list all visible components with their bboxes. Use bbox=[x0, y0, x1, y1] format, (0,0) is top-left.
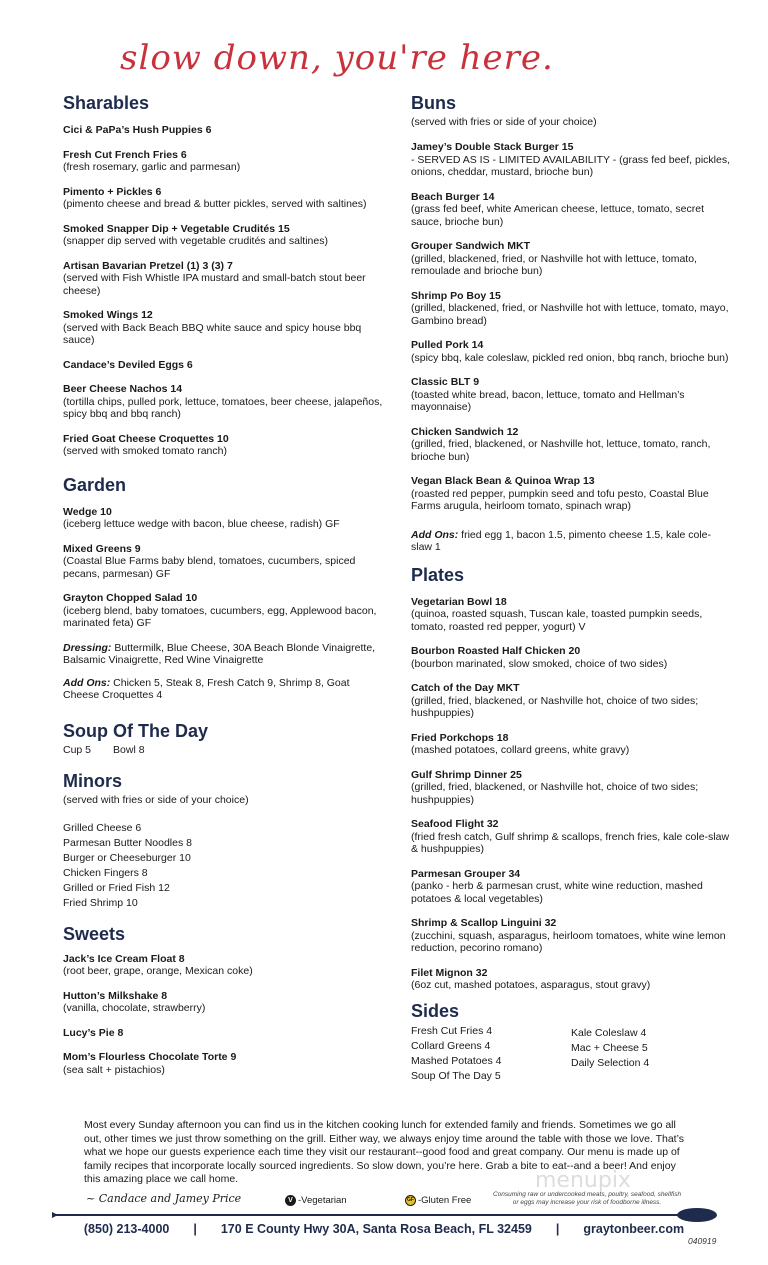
menu-item-description: (panko - herb & parmesan crust, white wine reduction, mashed potatoes & local vegetables) bbox=[411, 880, 703, 905]
sharables-title: Sharables bbox=[63, 93, 150, 113]
minors-item: Parmesan Butter Noodles 8 bbox=[63, 836, 192, 849]
paddle-divider-icon bbox=[52, 1207, 717, 1223]
menu-item-description: (grilled, fried, blackened, or Nashville hot, choice of two sides; hushpuppies) bbox=[411, 694, 699, 719]
menu-item-name: Grouper Sandwich MKT bbox=[411, 240, 531, 252]
menu-item bbox=[411, 917, 731, 955]
dressing-note bbox=[63, 642, 383, 667]
menu-item-description: (quinoa, roasted squash, Tuscan kale, toasted pumpkin seeds, tomato, roasted red pepper, yogurt) V bbox=[411, 608, 703, 633]
menu-item bbox=[411, 339, 731, 364]
contact-bar bbox=[0, 1222, 768, 1236]
menu-item bbox=[411, 290, 731, 328]
menu-item-name: Filet Mignon 32 bbox=[411, 966, 488, 979]
minors-item: Grilled or Fried Fish 12 bbox=[63, 881, 170, 894]
buns-title: Buns bbox=[411, 93, 456, 113]
menu-item bbox=[63, 990, 383, 1015]
phone-link[interactable]: (850) 213-4000 bbox=[83, 1222, 170, 1236]
menu-item-name: Chicken Sandwich 12 bbox=[411, 425, 519, 438]
menu-item-description: (grilled, fried, blackened, or Nashville hot, lettuce, tomato, ranch, brioche bun) bbox=[411, 438, 711, 463]
soup-prices bbox=[63, 744, 383, 756]
gluten-free-legend bbox=[405, 1195, 471, 1206]
menu-item bbox=[63, 953, 383, 978]
sharables-section bbox=[63, 92, 383, 458]
gluten-free-icon: GF bbox=[405, 1195, 416, 1206]
tagline: slow down, you're here. bbox=[120, 38, 554, 78]
menu-item-description: (served with Back Beach BBQ white sauce and spicy house bbq sauce) bbox=[63, 321, 362, 346]
sweets-section bbox=[63, 923, 383, 1077]
menu-item-name: Shrimp & Scallop Linguini 32 bbox=[411, 917, 557, 929]
menu-item-description: (iceberg lettuce wedge with bacon, blue cheese, radish) GF bbox=[63, 518, 340, 530]
separator-1: | bbox=[193, 1222, 197, 1236]
sides-grid bbox=[411, 1024, 731, 1084]
menu-item bbox=[411, 240, 731, 278]
menu-item-description: (served with smoked tomato ranch) bbox=[63, 445, 227, 457]
menu-item bbox=[63, 543, 383, 581]
menu-item-name: Seafood Flight 32 bbox=[411, 818, 499, 830]
menu-item-description: (mashed potatoes, collard greens, white gravy) bbox=[411, 744, 630, 756]
menu-item bbox=[63, 124, 383, 137]
side-item: Collard Greens 4 bbox=[411, 1039, 491, 1052]
minors-item: Grilled Cheese 6 bbox=[63, 821, 142, 834]
right-column bbox=[411, 92, 731, 1084]
menu-item-description: (fresh rosemary, garlic and parmesan) bbox=[63, 161, 241, 173]
menu-item-description: (root beer, grape, orange, Mexican coke) bbox=[63, 965, 253, 977]
soup-title: Soup Of The Day bbox=[63, 720, 209, 741]
menu-item-description: (vanilla, chocolate, strawberry) bbox=[63, 1002, 206, 1014]
menu-item-description: (grilled, blackened, fried, or Nashville hot with lettuce, tomato, remoulade and brioche bun) bbox=[411, 252, 697, 277]
side-item: Mashed Potatoes 4 bbox=[411, 1054, 502, 1067]
menu-item-name: Parmesan Grouper 34 bbox=[411, 867, 521, 880]
menu-item bbox=[63, 592, 383, 630]
gluten-free-label: -Gluten Free bbox=[418, 1195, 472, 1207]
menu-item-name: Pimento + Pickles 6 bbox=[63, 185, 162, 198]
menu-item-name: Vegetarian Bowl 18 bbox=[411, 595, 507, 608]
menu-item-description: (fried fresh catch, Gulf shrimp & scallops, french fries, kale cole-slaw & hushpuppies) bbox=[411, 830, 730, 855]
menu-item-name: Pulled Pork 14 bbox=[411, 339, 484, 351]
plates-section bbox=[411, 564, 731, 992]
menu-item-description: (grass fed beef, white American cheese, lettuce, tomato, secret sauce, brioche bun) bbox=[411, 203, 704, 228]
vegetarian-icon: V bbox=[285, 1195, 296, 1206]
menu-item-description: (snapper dip served with vegetable crudités and saltines) bbox=[63, 235, 328, 247]
buns-addons-label: Add Ons: bbox=[411, 528, 459, 541]
soup-cup: Cup 5 bbox=[63, 743, 92, 756]
menu-item bbox=[411, 769, 731, 807]
menu-item-name: Gulf Shrimp Dinner 25 bbox=[411, 768, 522, 781]
menu-item-description: (toasted white bread, bacon, lettuce, tomato and Hellman’s mayonnaise) bbox=[411, 388, 685, 413]
buns-addons-note bbox=[411, 529, 731, 554]
side-item: Fresh Cut Fries 4 bbox=[411, 1024, 493, 1037]
menu-item bbox=[411, 141, 731, 179]
side-item: Kale Coleslaw 4 bbox=[571, 1026, 647, 1039]
menu-item bbox=[411, 682, 731, 720]
menu-item bbox=[63, 1027, 383, 1040]
food-safety-warning: Consuming raw or undercooked meats, poultry, seafood, shellfish or eggs may increase your risk of foodborne illness. bbox=[492, 1191, 682, 1206]
menu-item-description: (zucchini, squash, asparagus, heirloom tomatoes, white wine lemon reduction, pecorino romano) bbox=[411, 929, 726, 954]
sides-title: Sides bbox=[411, 1000, 460, 1021]
menu-item-name: Lucy’s Pie 8 bbox=[63, 1026, 124, 1039]
sides-column-1 bbox=[411, 1024, 521, 1084]
menu-item bbox=[63, 149, 383, 174]
menu-item-description: (pimento cheese and bread & butter pickles, served with saltines) bbox=[63, 198, 367, 210]
menu-item-description: (sea salt + pistachios) bbox=[63, 1063, 165, 1076]
menu-item-description: (6oz cut, mashed potatoes, asparagus, stout gravy) bbox=[411, 979, 651, 991]
menu-code: 040919 bbox=[688, 1236, 717, 1246]
side-item: Daily Selection 4 bbox=[571, 1056, 650, 1069]
garden-title: Garden bbox=[63, 474, 127, 495]
garden-section bbox=[63, 474, 383, 702]
menu-item bbox=[411, 732, 731, 757]
menu-item-name: Smoked Wings 12 bbox=[63, 309, 153, 321]
menu-item bbox=[411, 818, 731, 856]
menu-item-name: Classic BLT 9 bbox=[411, 376, 480, 388]
separator-2: | bbox=[555, 1222, 560, 1236]
menu-item bbox=[63, 1051, 383, 1076]
menu-item-description: (roasted red pepper, pumpkin seed and tofu pesto, Coastal Blue Farms arugula, heirloom tomato, spinach wrap) bbox=[411, 487, 709, 512]
menu-item bbox=[63, 359, 383, 372]
menu-item bbox=[411, 191, 731, 229]
sides-column-2 bbox=[571, 1024, 649, 1084]
minors-item: Chicken Fingers 8 bbox=[63, 866, 148, 879]
menu-item-name: Hutton’s Milkshake 8 bbox=[63, 989, 168, 1002]
menu-item-description: (grilled, blackened, fried, or Nashville hot with lettuce, tomato, mayo, Gambino bread) bbox=[411, 302, 729, 327]
menu-item-name: Mixed Greens 9 bbox=[63, 542, 141, 555]
garden-addons-label: Add Ons: bbox=[63, 676, 111, 689]
menu-item-name: Jamey’s Double Stack Burger 15 bbox=[411, 141, 574, 153]
garden-addons-text: Chicken 5, Steak 8, Fresh Catch 9, Shrimp 8, Goat Cheese Croquettes 4 bbox=[63, 676, 350, 701]
menu-item bbox=[411, 645, 731, 670]
vegetarian-legend bbox=[285, 1195, 347, 1206]
menu-item-description: (spicy bbq, kale coleslaw, pickled red onion, bbq ranch, brioche bun) bbox=[411, 351, 729, 364]
watermark: menupix bbox=[535, 1168, 631, 1193]
menu-item bbox=[411, 475, 731, 513]
menu-item-name: Smoked Snapper Dip + Vegetable Crudités 15 bbox=[63, 222, 290, 235]
menu-item bbox=[63, 223, 383, 248]
menu-item-name: Vegan Black Bean & Quinoa Wrap 13 bbox=[411, 475, 595, 487]
side-item: Soup Of The Day 5 bbox=[411, 1069, 501, 1082]
menu-item bbox=[411, 967, 731, 992]
sweets-title: Sweets bbox=[63, 923, 126, 944]
address: 170 E County Hwy 30A, Santa Rosa Beach, FL 32459 bbox=[220, 1222, 532, 1236]
minors-title: Minors bbox=[63, 770, 123, 791]
menu-item-name: Cici & PaPa’s Hush Puppies 6 bbox=[63, 124, 212, 136]
menu-item-name: Beach Burger 14 bbox=[411, 190, 495, 203]
minors-subtitle: (served with fries or side of your choice) bbox=[63, 793, 249, 806]
menu-item bbox=[63, 186, 383, 211]
menu-item-name: Mom’s Flourless Chocolate Torte 9 bbox=[63, 1051, 237, 1063]
menu-item-description: (served with Fish Whistle IPA mustard and small-batch stout beer cheese) bbox=[63, 272, 366, 297]
menu-item-name: Catch of the Day MKT bbox=[411, 682, 520, 694]
signature: ~ Candace and Jamey Price bbox=[86, 1192, 242, 1205]
dressing-text: Buttermilk, Blue Cheese, 30A Beach Blonde Vinaigrette, Balsamic Vinaigrette, Red Wine Vinaigrette bbox=[63, 641, 376, 666]
menu-item-description: - SERVED AS IS - LIMITED AVAILABILITY - (grass fed beef, pickles, onions, cheddar, mustard, brioche bun) bbox=[411, 153, 731, 178]
side-item: Mac + Cheese 5 bbox=[571, 1041, 648, 1054]
menu-item bbox=[411, 376, 731, 414]
menu-item-name: Fried Goat Cheese Croquettes 10 bbox=[63, 432, 229, 445]
soup-section bbox=[63, 720, 383, 756]
menu-item bbox=[411, 426, 731, 464]
menu-item bbox=[63, 506, 383, 531]
minors-item: Burger or Cheeseburger 10 bbox=[63, 851, 191, 864]
menu-item bbox=[411, 868, 731, 906]
menu-item bbox=[63, 260, 383, 298]
sides-section bbox=[411, 1000, 731, 1084]
menu-item-name: Artisan Bavarian Pretzel (1) 3 (3) 7 bbox=[63, 259, 233, 272]
tagline-banner bbox=[120, 38, 660, 98]
buns-addons-text: fried egg 1, bacon 1.5, pimento cheese 1.5, kale cole-slaw 1 bbox=[411, 528, 711, 553]
menu-item-description: (tortilla chips, pulled pork, lettuce, tomatoes, beer cheese, jalapeños, spicy bbq and bbq ranch) bbox=[63, 395, 383, 420]
buns-section bbox=[411, 92, 731, 554]
buns-subtitle: (served with fries or side of your choice) bbox=[411, 116, 597, 128]
menu-item-name: Beer Cheese Nachos 14 bbox=[63, 383, 183, 395]
website-link[interactable]: graytonbeer.com bbox=[583, 1222, 685, 1236]
garden-addons-note bbox=[63, 677, 383, 702]
menu-item-name: Grayton Chopped Salad 10 bbox=[63, 592, 198, 604]
menu-item-name: Fried Porkchops 18 bbox=[411, 731, 509, 744]
menu-item-name: Fresh Cut French Fries 6 bbox=[63, 148, 187, 161]
menu-item-description: (Coastal Blue Farms baby blend, tomatoes, cucumbers, spiced pecans, parmesan) GF bbox=[63, 555, 356, 580]
menu-item-name: Candace’s Deviled Eggs 6 bbox=[63, 358, 193, 371]
menu-item bbox=[63, 383, 383, 421]
soup-bowl: Bowl 8 bbox=[113, 743, 145, 756]
vegetarian-label: -Vegetarian bbox=[298, 1195, 347, 1207]
minors-item: Fried Shrimp 10 bbox=[63, 896, 138, 909]
left-column bbox=[63, 92, 383, 1088]
dressing-label: Dressing: bbox=[63, 641, 112, 654]
menu-item bbox=[63, 433, 383, 458]
plates-title: Plates bbox=[411, 564, 465, 585]
minors-section bbox=[63, 770, 383, 911]
menu-item-name: Jack’s Ice Cream Float 8 bbox=[63, 952, 185, 965]
menu-item-description: (grilled, fried, blackened, or Nashville hot, choice of two sides; hushpuppies) bbox=[411, 781, 699, 806]
menu-item-name: Wedge 10 bbox=[63, 505, 112, 518]
menu-item-name: Bourbon Roasted Half Chicken 20 bbox=[411, 645, 581, 657]
menu-item bbox=[411, 596, 731, 634]
menu-item-description: (iceberg blend, baby tomatoes, cucumbers, egg, Applewood bacon, marinated feta) GF bbox=[63, 604, 377, 629]
menu-item-description: (bourbon marinated, slow smoked, choice of two sides) bbox=[411, 657, 668, 670]
menu-item-name: Shrimp Po Boy 15 bbox=[411, 289, 501, 302]
about-paragraph: Most every Sunday afternoon you can find us in the kitchen cooking lunch for extended family and friends. Sometimes we go all out, other times we just throw something on the grill. Either way, we always enjoy time around the table with those we love. That’s what we hope our guests experience each time they visit our restaurant--good food and great company. Our menu is made up of family recipes that incorporate locally sourced ingredients. So slow down, you’re here. Grab a bite to eat--and a beer! And enjoy this amazing place we call home. bbox=[84, 1119, 684, 1185]
menu-item bbox=[63, 309, 383, 347]
